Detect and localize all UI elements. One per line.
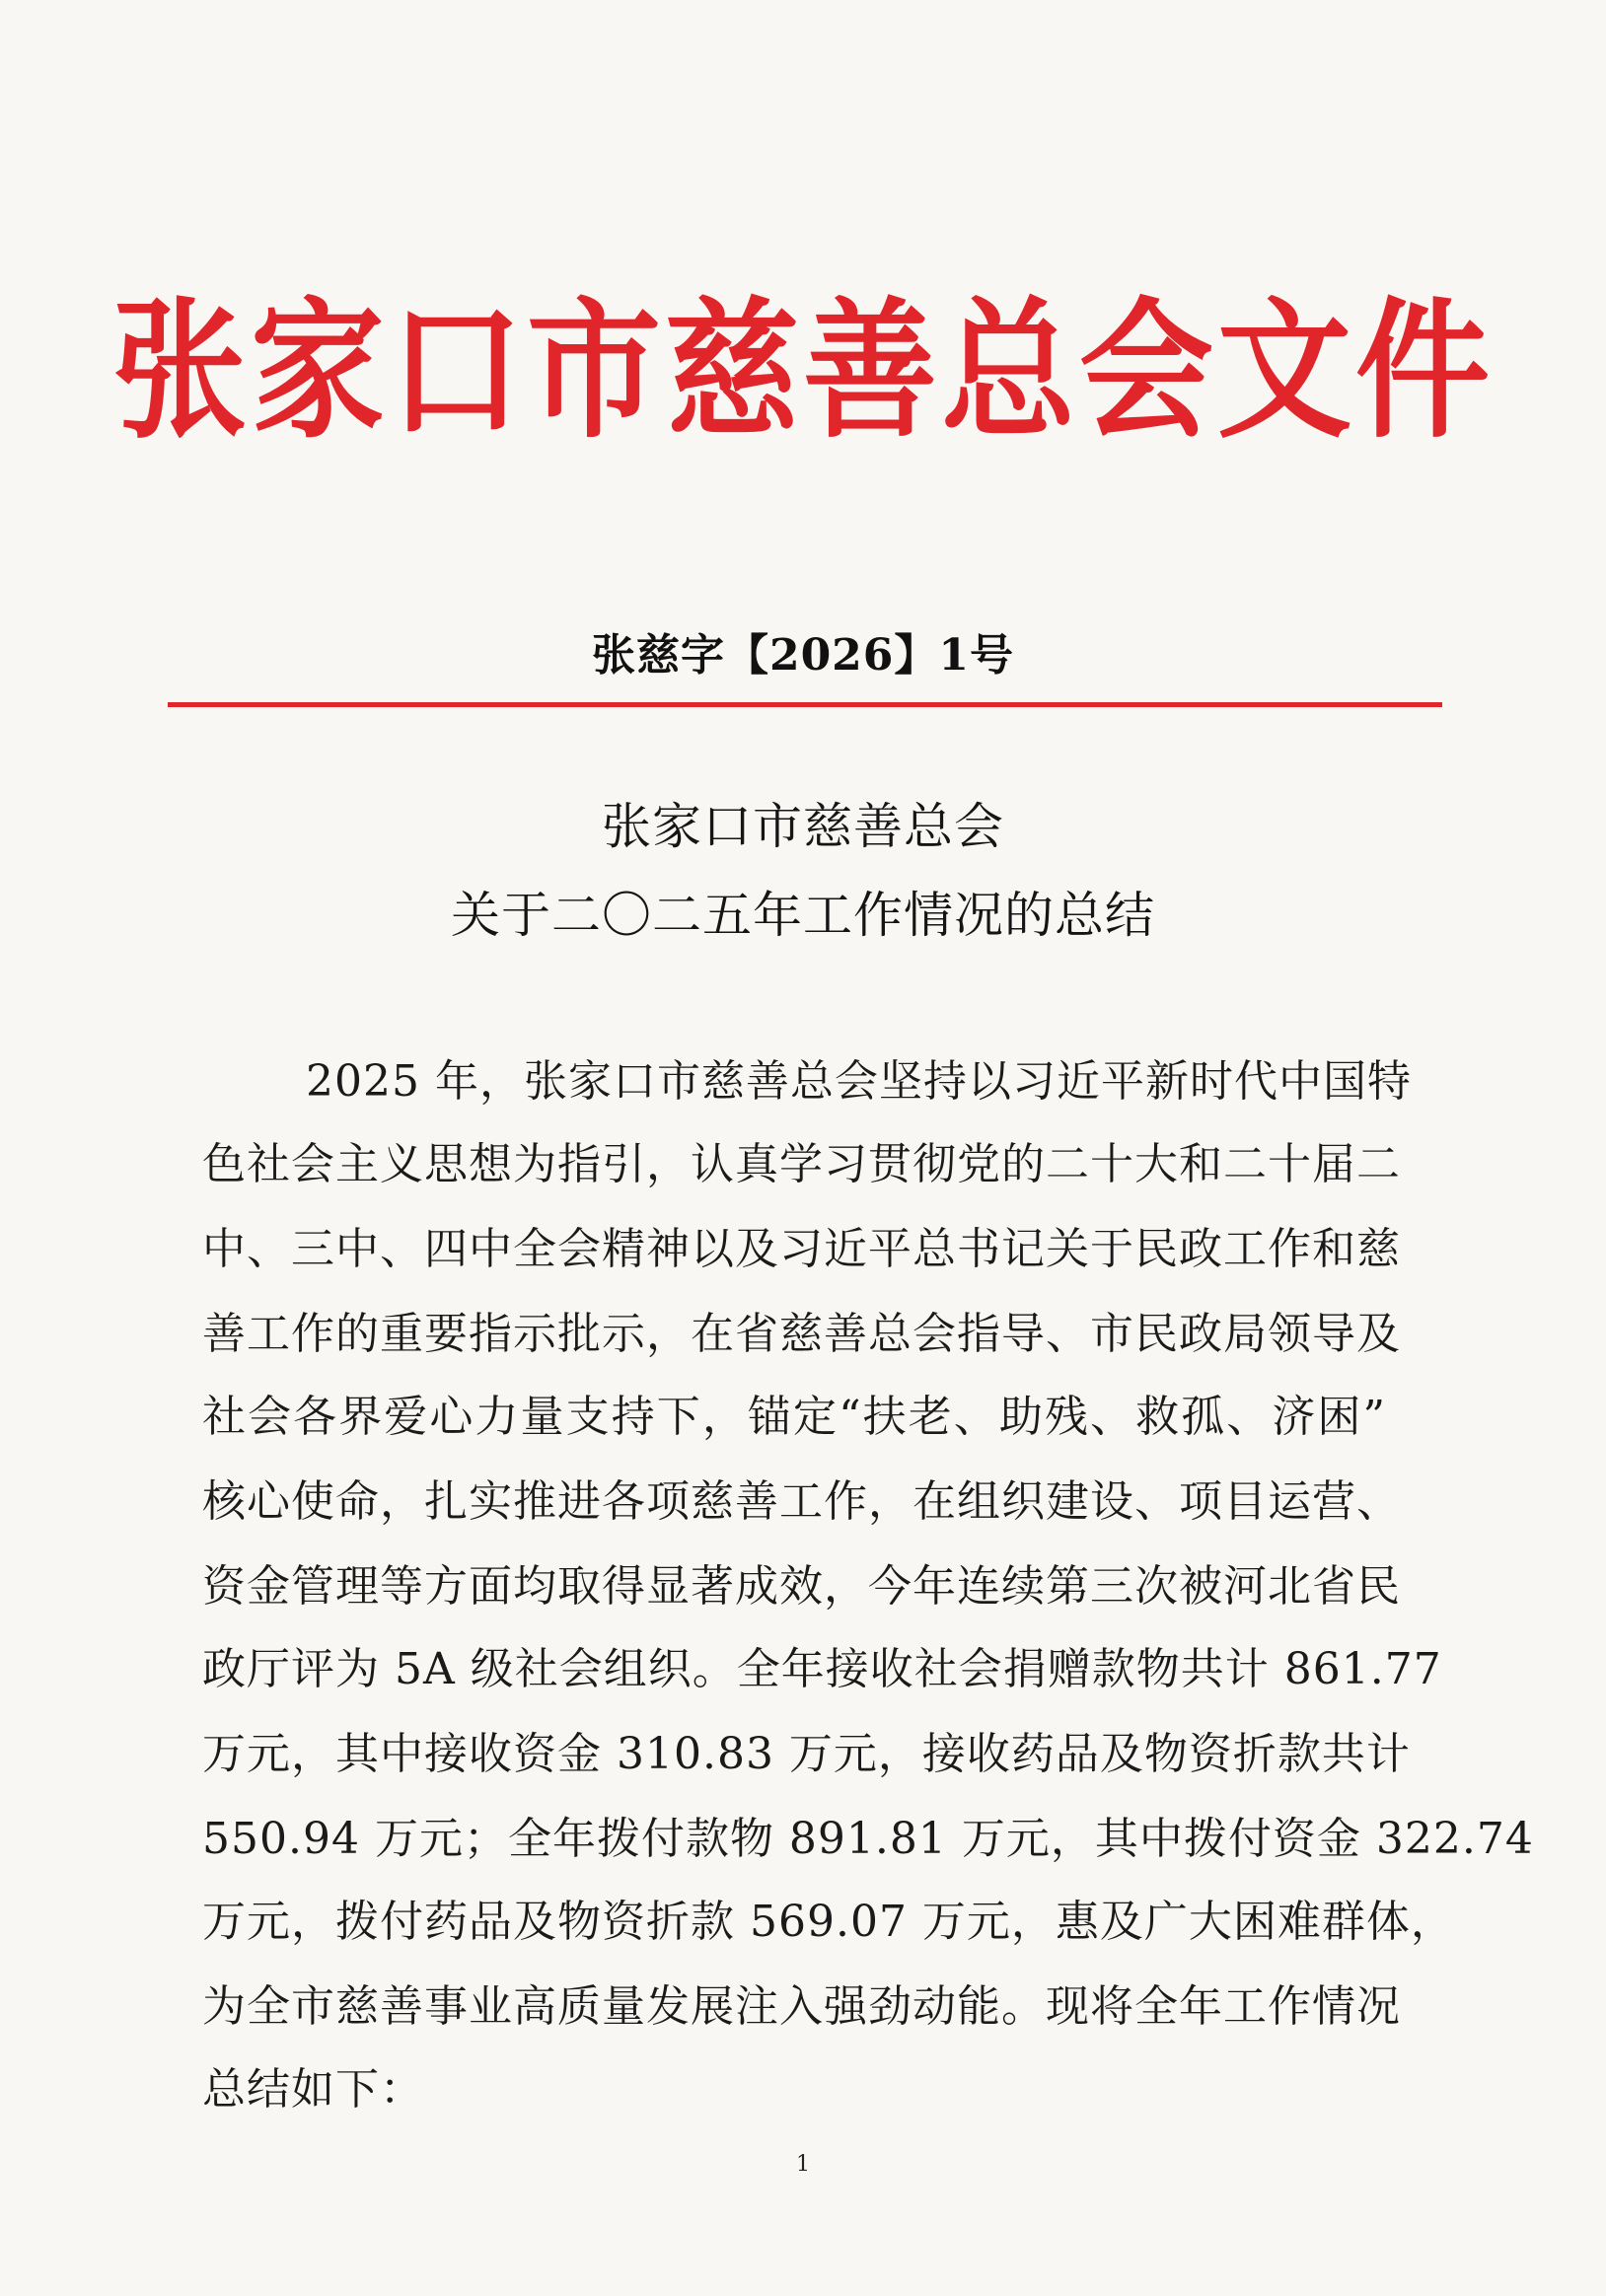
body-line-6: 核心使命，扎实推进各项慈善工作，在组织建设、项目运营、 (202, 1476, 1401, 1527)
page-number: 1 (796, 2152, 810, 2177)
body-line-2: 色社会主义思想为指引，认真学习贯彻党的二十大和二十届二 (202, 1139, 1401, 1189)
body-line-1: 2025 年，张家口市慈善总会坚持以习近平新时代中国特 (306, 1056, 1412, 1107)
body-line-8: 政厅评为 5A 级社会组织。全年接收社会捐赠款物共计 861.77 (202, 1644, 1442, 1694)
organization-header-title: 张家口市慈善总会文件 (112, 282, 1494, 460)
body-line-4: 善工作的重要指示批示，在省慈善总会指导、市民政局领导及 (202, 1309, 1401, 1359)
body-line-3: 中、三中、四中全会精神以及习近平总书记关于民政工作和慈 (202, 1224, 1401, 1274)
document-number: 张慈字【2026】1号 (591, 630, 1015, 681)
body-line-11: 万元，拨付药品及物资折款 569.07 万元，惠及广大困难群体， (202, 1897, 1455, 1947)
document-title-line-2: 关于二〇二五年工作情况的总结 (451, 887, 1155, 944)
body-line-7: 资金管理等方面均取得显著成效，今年连续第三次被河北省民 (202, 1561, 1401, 1612)
body-line-5: 社会各界爱心力量支持下，锚定“扶老、助残、救孤、济困” (202, 1392, 1386, 1442)
body-line-9: 万元，其中接收资金 310.83 万元，接收药品及物资折款共计 (202, 1729, 1411, 1779)
body-line-12: 为全市慈善事业高质量发展注入强劲动能。现将全年工作情况 (202, 1981, 1401, 2032)
red-divider-line (168, 702, 1442, 707)
body-line-10: 550.94 万元；全年拨付款物 891.81 万元，其中拨付资金 322.74 (202, 1814, 1534, 1864)
document-title-line-1: 张家口市慈善总会 (602, 798, 1004, 855)
body-line-13: 总结如下： (202, 2064, 424, 2115)
